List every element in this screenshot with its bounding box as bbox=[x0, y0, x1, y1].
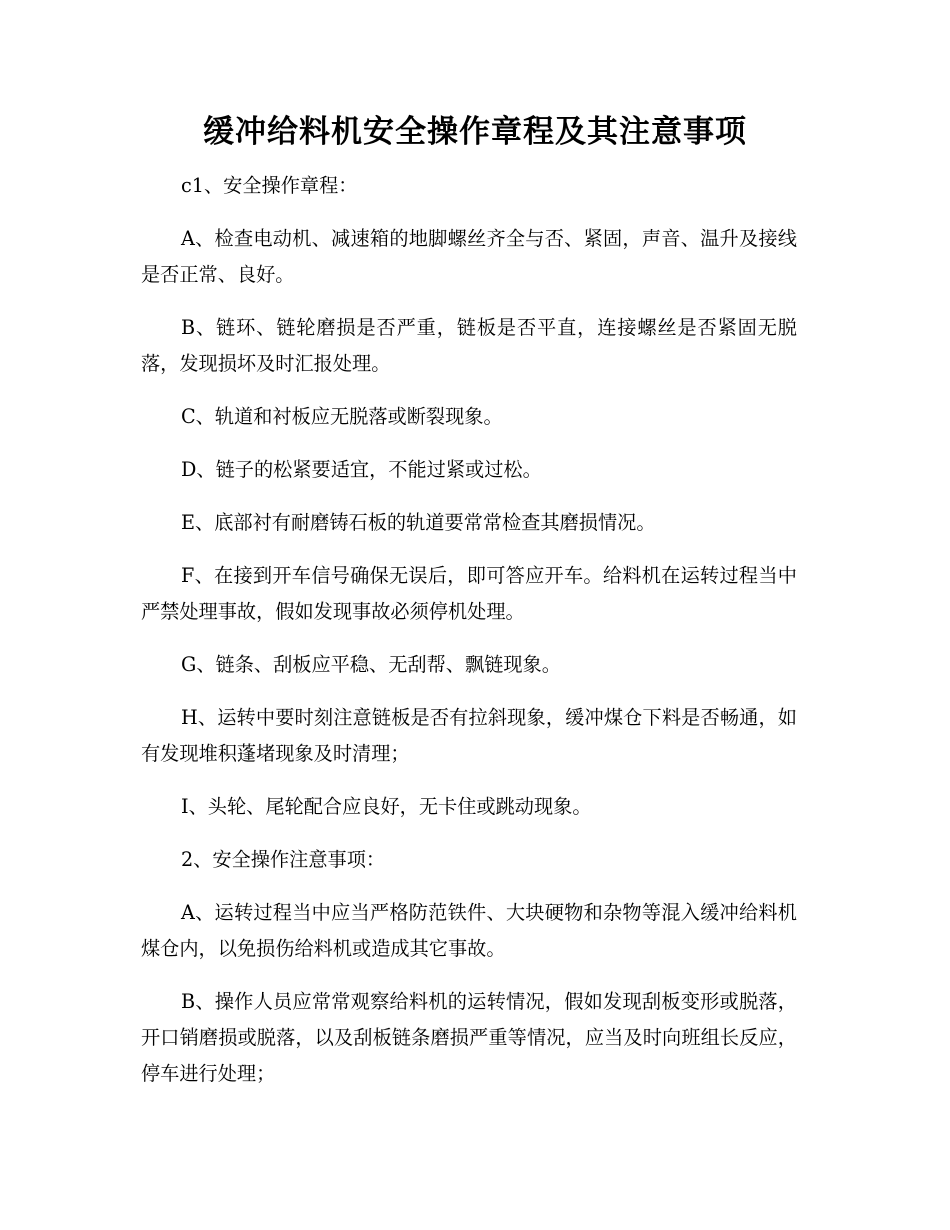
section-1-heading: c1、安全操作章程： bbox=[181, 174, 358, 197]
paragraph: H、运转中要时刻注意链板是否有拉斜现象，缓冲煤仓下料是否畅通，如有发现堆积蓬堵现象及时清理； bbox=[141, 706, 797, 765]
document-body bbox=[141, 168, 797, 1109]
paragraph: B、链环、链轮磨损是否严重，链板是否平直，连接螺丝是否紧固无脱落，发现损坏及时汇报处理。 bbox=[141, 316, 797, 375]
page-title: 缓冲给料机安全操作章程及其注意事项 bbox=[203, 114, 747, 150]
paragraph: A、检查电动机、减速箱的地脚螺丝齐全与否、紧固，声音、温升及接线是否正常、良好。 bbox=[141, 227, 797, 286]
paragraph: E、底部衬有耐磨铸石板的轨道要常常检查其磨损情况。 bbox=[181, 511, 656, 534]
paragraph: I、头轮、尾轮配合应良好，无卡住或跳动现象。 bbox=[181, 795, 592, 818]
paragraph: A、运转过程当中应当严格防范铁件、大块硬物和杂物等混入缓冲给料机煤仓内，以免损伤给料机或造成其它事故。 bbox=[141, 901, 797, 960]
paragraph: F、在接到开车信号确保无误后，即可答应开车。给料机在运转过程当中严禁处理事故，假如发现事故必须停机处理。 bbox=[141, 564, 797, 623]
paragraph: B、操作人员应常常观察给料机的运转情况，假如发现刮板变形或脱落，开口销磨损或脱落，以及刮板链条磨损严重等情况，应当及时向班组长反应，停车进行处理； bbox=[141, 990, 797, 1085]
paragraph: C、轨道和衬板应无脱落或断裂现象。 bbox=[181, 405, 503, 428]
section-2-heading: 2、安全操作注意事项： bbox=[181, 848, 386, 871]
paragraph: D、链子的松紧要适宜，不能过紧或过松。 bbox=[181, 458, 542, 481]
paragraph: G、链条、刮板应平稳、无刮帮、飘链现象。 bbox=[181, 653, 561, 676]
